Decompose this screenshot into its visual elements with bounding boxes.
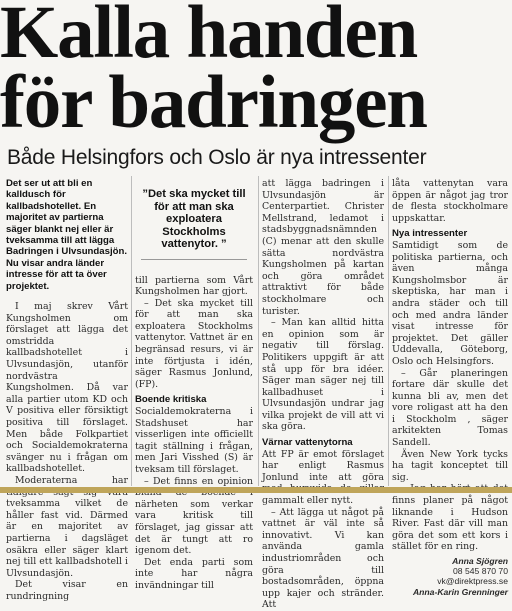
body-paragraph: att lägga badringen i Ulvsundasjön är Centerpartiet. Christer Mellstrand, ledamot i stadsbyggnadsnämnden (C) menar att den skulle sätta nordvästra Kungsholmen på kartan och göra området attraktivt för både stockholmare och turister.	[262, 178, 384, 317]
body-paragraph: låta vattenytan vara öppen är något jag tror de flesta stockholmare uppskattar.	[392, 178, 508, 224]
body-paragraph: Att FP är emot förslaget har enligt Rasmus Jonlund inte att göra gammalt eller nytt.	[262, 448, 384, 507]
body-paragraph: Det enda parti som inte har några invändningar till	[135, 556, 253, 591]
body-paragraph: – Man kan alltid hitta en opinion som är negativ till förslag. Politikers uppgift är att stå upp för bra idéer. Säger man säger nej till kallbadhuset i Ulvsundasjön undrar jag vilka projekt de vill att vi ska göra.	[262, 317, 384, 433]
section-subhead: Boende kritiska	[135, 394, 207, 406]
byline-author: Anna Sjögren	[452, 556, 508, 566]
body-paragraph: Socialdemokraterna i Stadshuset har visserligen inte officiellt tagit ställning i frågan, men Jari Visshed (S) är tveksam till förslaget.	[135, 406, 253, 475]
article-column-2	[135, 178, 253, 592]
column-divider	[258, 176, 259, 486]
body-paragraph: – Det ska mycket till för att man ska exploatera Stockholms vattenytor. Vattnet är en begränsad resurs, vi är inte förtjusta i idén, säger Rasmus Jonlund, (FP).	[135, 297, 253, 390]
body-paragraph: Även New York tycks ha tagit konceptet till sig.	[392, 448, 508, 483]
pull-quote-rule	[141, 259, 247, 260]
photo-edge-strip	[0, 487, 512, 493]
lead-paragraph: Det ser ut att bli en kalldusch för kallbadshotellet. En majoritet av partierna säger blankt nej eller är tveksamma till att lägga Badringen i Ulvsundasjön. Nu visar andra länder intresse för att ta över projektet.	[6, 178, 128, 292]
article-column-3	[262, 178, 384, 611]
subheadline: Både Helsingfors och Oslo är nya intressenter	[7, 146, 427, 169]
column-divider	[131, 176, 132, 486]
headline-line-2: för badringen	[0, 61, 427, 144]
body-paragraph: Samtidigt som de politiska partierna, och även många Kungsholmsbor är skeptiska, har man i andra städer och till och med andra länder visat intresse för projektet. Det gäller Uddevalla, Göteborg, Oslo och Helsingfors.	[392, 239, 508, 367]
section-subhead: Nya intressenter	[392, 228, 468, 240]
body-paragraph: Moderaterna har tveksamma vilket de håller fast vid. Därmed är en majoritet av partierna i dagsläget osäkra eller säger klart nej till ett kallbadshotell i Ulvsundasjön.	[6, 474, 128, 579]
body-paragraph: – Att lägga ut något på vattnet är väl inte så innovativt. Vi kan använda gamla industriområden och göra till bostadsområden, öppna upp kajer och stränder. Att	[262, 506, 384, 611]
body-paragraph: Det visar en rundringning	[6, 579, 128, 602]
byline-photographer: Anna-Karin Grenninger	[412, 586, 508, 597]
body-paragraph: finns planer på något liknande i Hudson River. Fast där vill man göra det som ett kors i stället för en ring.	[392, 495, 508, 553]
byline	[392, 556, 508, 597]
byline-phone: 08 545 870 70	[453, 566, 508, 577]
headline-line-1: Kalla handen	[0, 0, 417, 74]
article-column-4	[392, 178, 508, 597]
article-column-1	[6, 178, 128, 603]
column-divider	[388, 176, 389, 486]
body-paragraph: I maj skrev Vårt Kungsholmen om förslaget att lägga det omstridda kallbadshotellet i Ulvsundasjön, utanför nordvästra Kungsholmen. Då var alla partier utom KD och V positiva eller försiktigt positiva till förslaget. Men både Folkpartiet och Socialdemokraterna svänger nu i frågan om kallbadshotellet.	[6, 301, 128, 475]
pull-quote	[135, 178, 253, 266]
body-paragraph: – Går planeringen fortare där skulle det kunna bli av, men det vore roligast att ha den i Stockholm , säger arkitekten Tomas Sandell.	[392, 367, 508, 449]
byline-email: vk@direktpress.se	[437, 576, 508, 587]
section-subhead: Värnar vattenytorna	[262, 437, 353, 449]
pull-quote-text: ”Det ska mycket till för att man ska exploatera Stockholms vattenytor. ”	[142, 188, 246, 250]
body-paragraph: till partierna som Vårt Kungsholmen har gjort.	[135, 274, 253, 298]
body-paragraph: – Det finns en opinion närheten som verkar vara kritisk till förslaget, jag gissar att det är tungt att ro igenom det.	[135, 475, 253, 557]
